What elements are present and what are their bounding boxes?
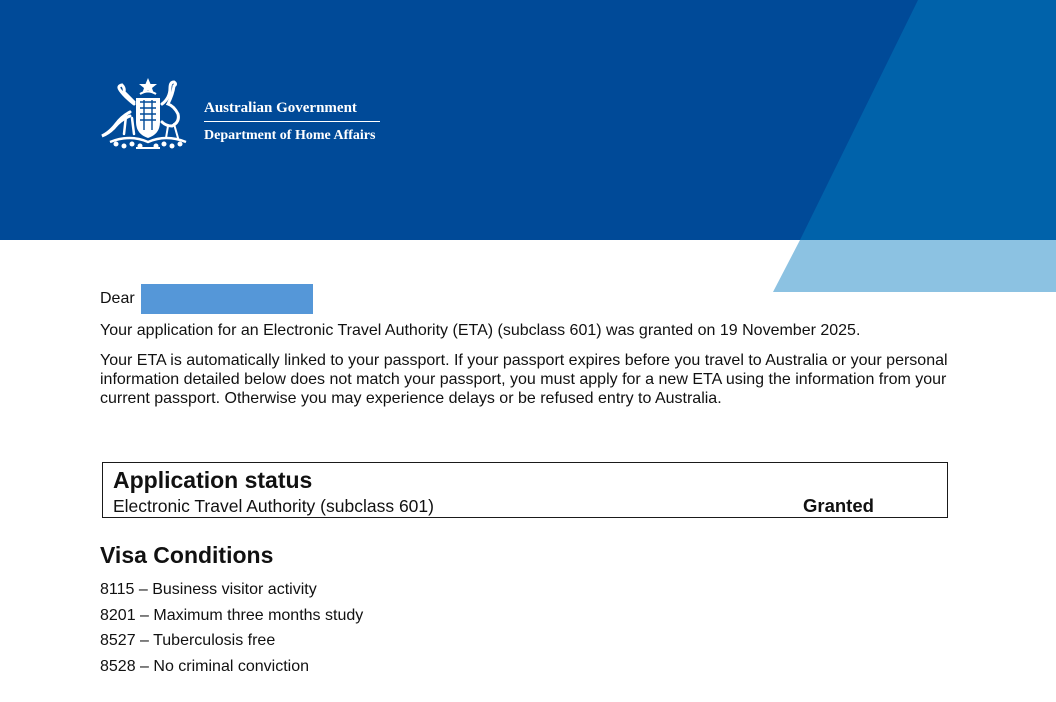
logo-divider [204,121,380,122]
list-item: 8527 – Tuberculosis free [100,632,276,649]
government-name: Australian Government [204,100,357,116]
department-name: Department of Home Affairs [204,128,376,143]
government-logo-text [204,99,380,144]
visa-conditions-list [100,580,363,682]
application-status-heading: Application status [113,467,313,493]
banner-light-accent [773,240,1056,292]
coat-of-arms-icon [100,76,196,154]
application-status-box [102,462,948,518]
salutation-text: Dear [100,290,135,307]
visa-type: Electronic Travel Authority (subclass 601) [113,496,434,516]
salutation [100,284,313,314]
passport-linkage-paragraph: Your ETA is automatically linked to your passport. If your passport expires before you travel to Australia or your personal information detailed below does not match your passport, you must apply for a new ETA using the information from your current passport. Otherwise you may experience delays or be refused entry to Australia. [100,352,948,407]
header-banner [0,0,1056,292]
list-item: 8115 – Business visitor activity [100,581,317,598]
status-badge: Granted [803,495,874,516]
redacted-recipient-name [141,284,313,314]
list-item: 8528 – No criminal conviction [100,657,309,675]
list-item: 8201 – Maximum three months study [100,606,364,624]
grant-paragraph: Your application for an Electronic Travel Authority (ETA) (subclass 601) was granted on 19 November 2025. [100,322,861,339]
visa-conditions-heading: Visa Conditions [100,542,274,568]
